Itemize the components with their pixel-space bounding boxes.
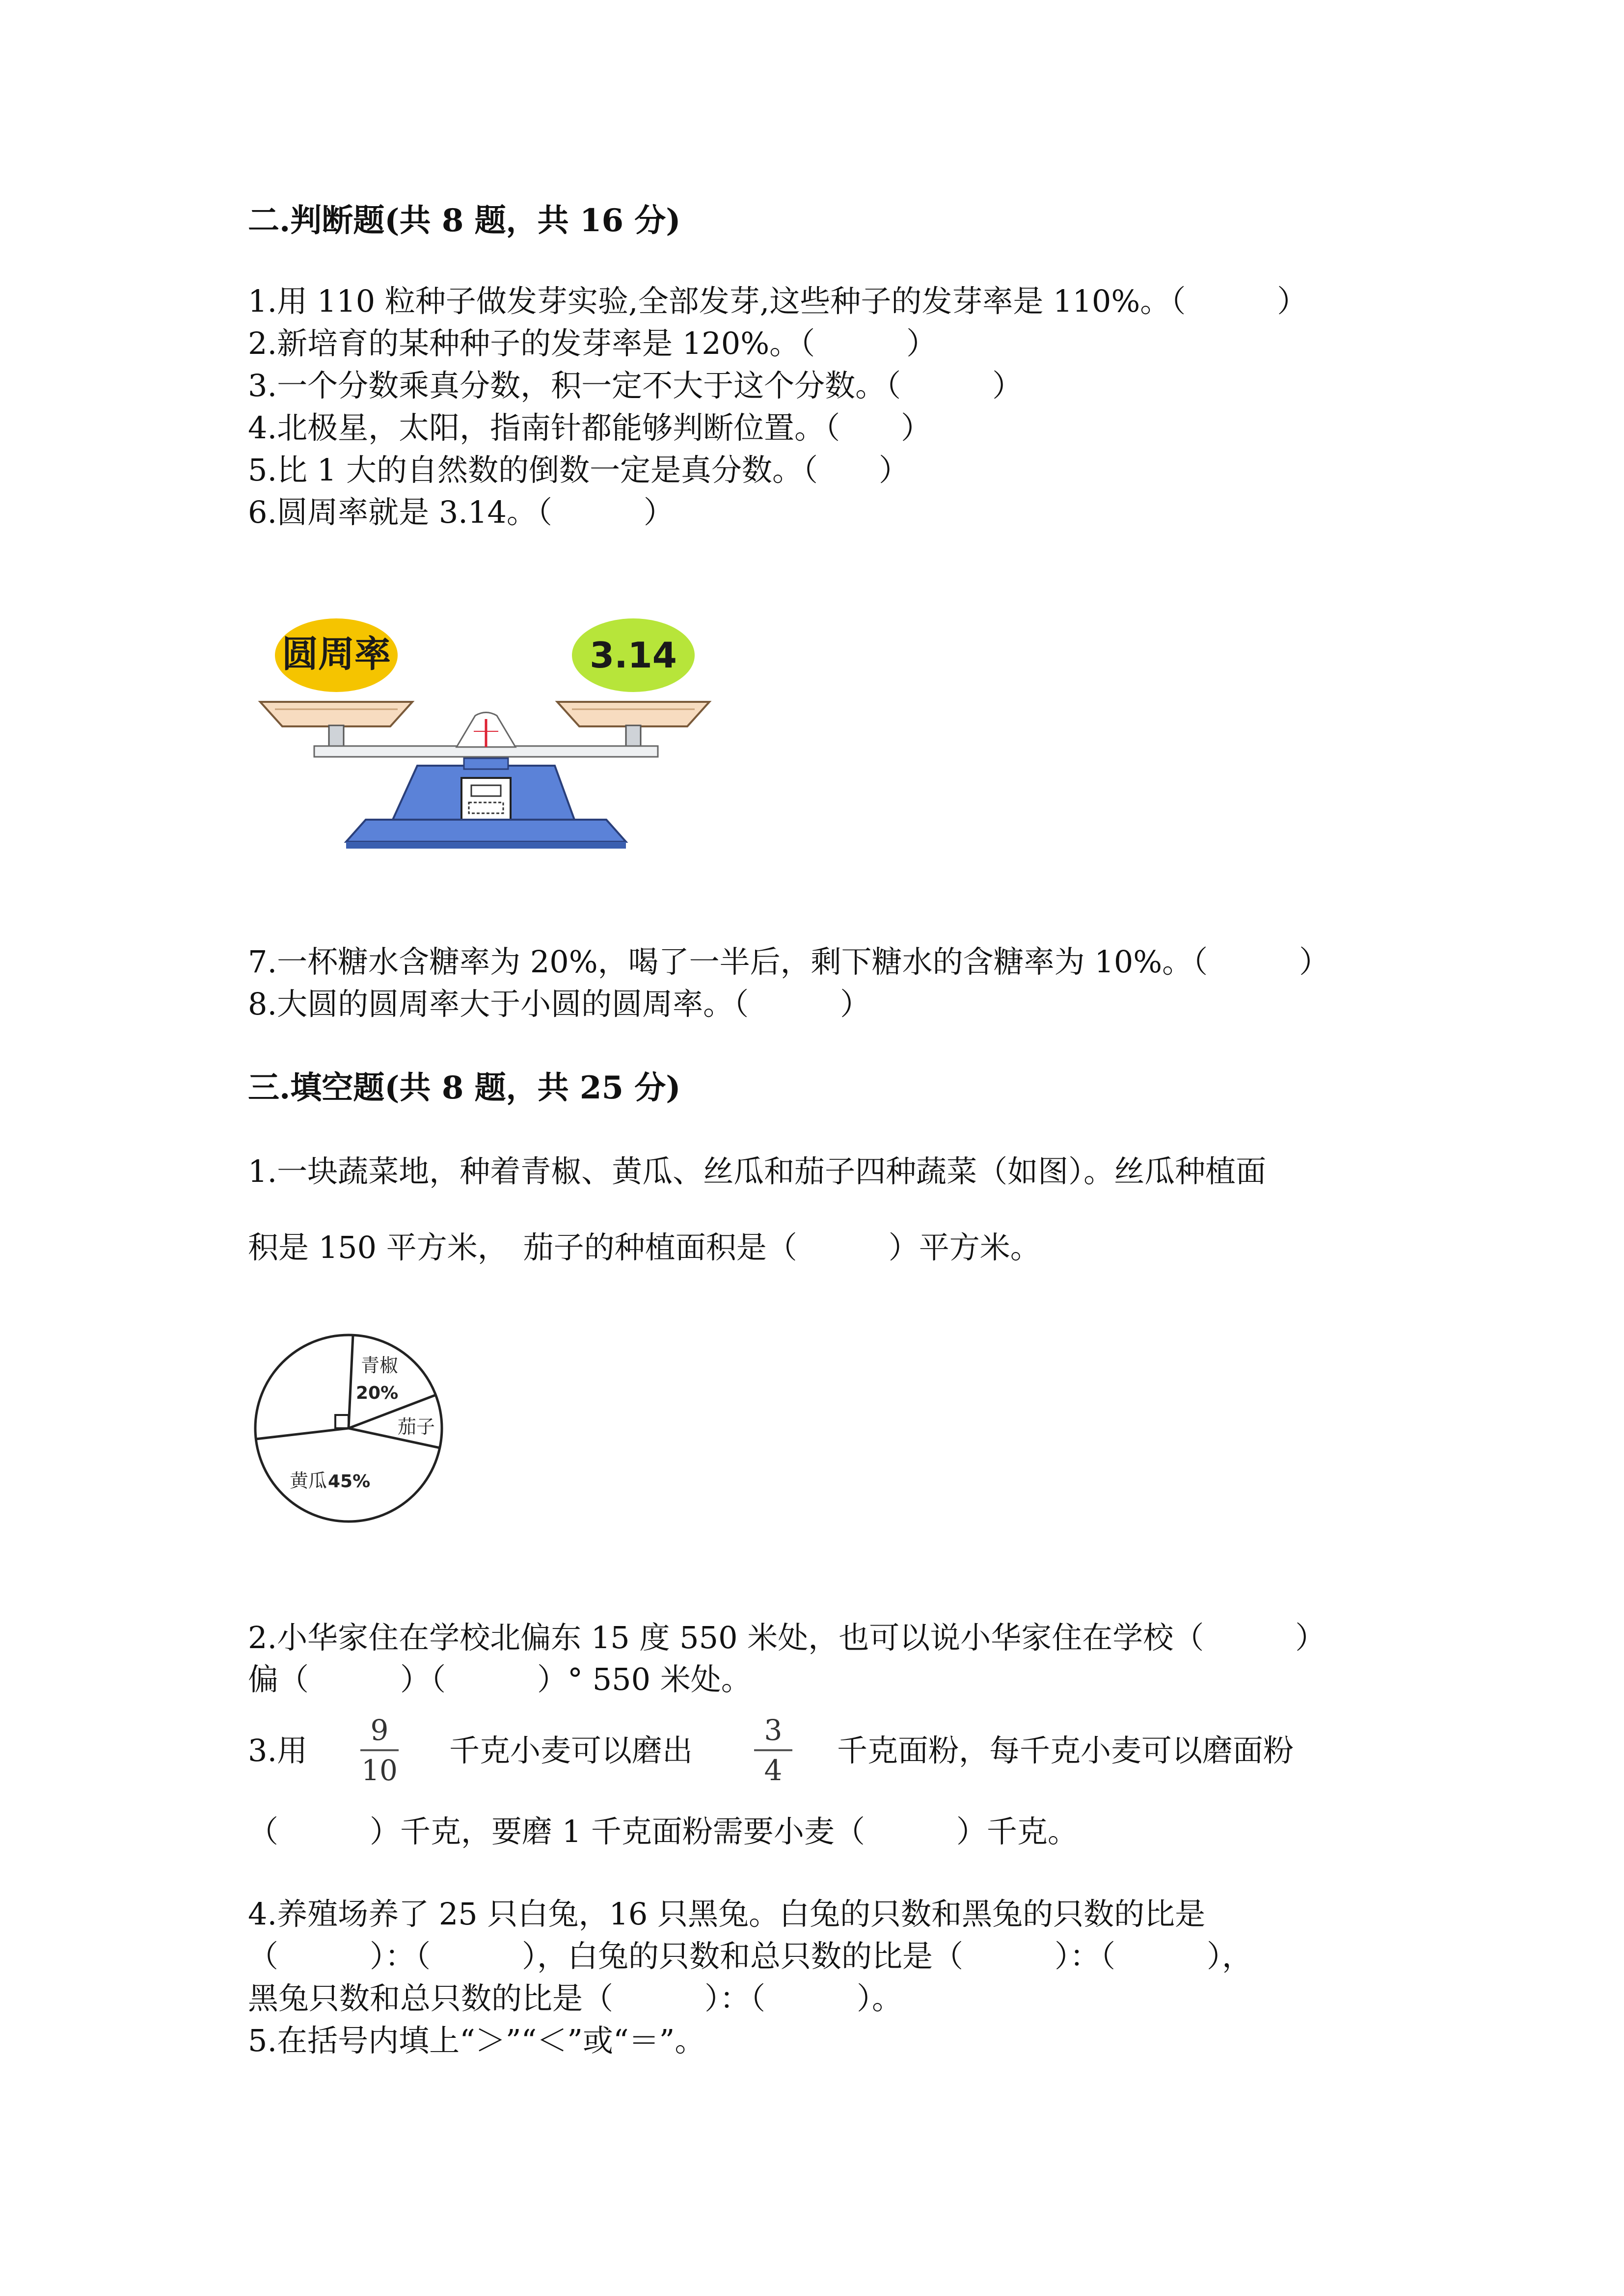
scale-base	[346, 820, 626, 842]
fraction-numerator: 3	[764, 1713, 783, 1747]
fill-question-3-line-2: （ ）千克，要磨 1 千克面粉需要小麦（ ）千克。	[248, 1814, 1078, 1849]
vegetable-pie-chart	[250, 1330, 457, 1536]
question-8: 8.大圆的圆周率大于小圆的圆周率。（ ）	[248, 986, 871, 1022]
slice-label-huanggua: 黄瓜	[290, 1470, 327, 1492]
fraction-bar	[754, 1749, 792, 1751]
fill-question-2-line-1: 2.小华家住在学校北偏东 15 度 550 米处，也可以说小华家住在学校（ ）	[248, 1620, 1326, 1655]
question-6: 6.圆周率就是 3.14。（ ）	[248, 494, 674, 530]
section-heading-judgement: 二.判断题(共 8 题，共 16 分)	[248, 202, 681, 239]
fill-question-4-line-1: 4.养殖场养了 25 只白兔，16 只黑兔。白兔的只数和黑兔的只数的比是	[248, 1896, 1206, 1932]
fill-question-3-prefix: 3.用	[248, 1733, 308, 1768]
slice-value-huanggua: 45%	[328, 1471, 371, 1492]
slice-value-qingjiao: 20%	[356, 1383, 399, 1403]
question-2: 2.新培育的某种种子的发芽率是 120%。（ ）	[248, 325, 937, 361]
fill-question-4-line-3: 黑兔只数和总只数的比是（ ）：（ ）。	[248, 1980, 903, 2016]
fraction-denominator: 10	[361, 1754, 398, 1787]
right-pan	[557, 702, 709, 726]
question-4: 4.北极星，太阳，指南针都能够判断位置。（ ）	[248, 410, 932, 446]
fraction-three-quarters	[751, 1713, 795, 1788]
fill-question-1-line-1: 1.一块蔬菜地，种着青椒、黄瓜、丝瓜和茄子四种蔬菜（如图）。丝瓜种植面	[248, 1153, 1267, 1189]
section-heading-fill-in: 三.填空题(共 8 题，共 25 分)	[248, 1069, 681, 1106]
fill-question-2-line-2: 偏（ ）（ ）° 550 米处。	[248, 1661, 752, 1697]
left-label: 圆周率	[282, 633, 391, 675]
fraction-bar	[360, 1749, 399, 1751]
slice-label-qingjiao: 青椒	[361, 1355, 399, 1376]
fraction-numerator: 9	[370, 1713, 389, 1747]
question-7: 7.一杯糖水含糖率为 20%，喝了一半后，剩下糖水的含糖率为 10%。（ ）	[248, 944, 1330, 980]
fraction-denominator: 4	[764, 1754, 783, 1787]
slice-label-qiezi: 茄子	[398, 1416, 435, 1438]
fill-question-5: 5.在括号内填上“＞”“＜”或“＝”。	[248, 2023, 705, 2058]
fraction-nine-tenths	[357, 1713, 402, 1788]
question-5: 5.比 1 大的自然数的倒数一定是真分数。（ ）	[248, 452, 910, 488]
right-label: 3.14	[590, 635, 677, 676]
left-pan	[260, 702, 412, 726]
balance-scale-illustration	[255, 609, 717, 874]
question-3: 3.一个分数乘真分数，积一定不大于这个分数。（ ）	[248, 368, 1023, 403]
fill-question-3-middle: 千克小麦可以磨出	[449, 1733, 693, 1768]
fill-question-3-suffix: 千克面粉，每千克小麦可以磨面粉	[837, 1733, 1294, 1768]
question-1: 1.用 110 粒种子做发芽实验,全部发芽,这些种子的发芽率是 110%。（ ）	[248, 283, 1308, 319]
fill-question-1-line-2: 积是 150 平方米， 茄子的种植面积是（ ）平方米。	[248, 1229, 1041, 1265]
fill-question-4-line-2: （ ）：（ ），白兔的只数和总只数的比是（ ）：（ ），	[248, 1938, 1253, 1974]
